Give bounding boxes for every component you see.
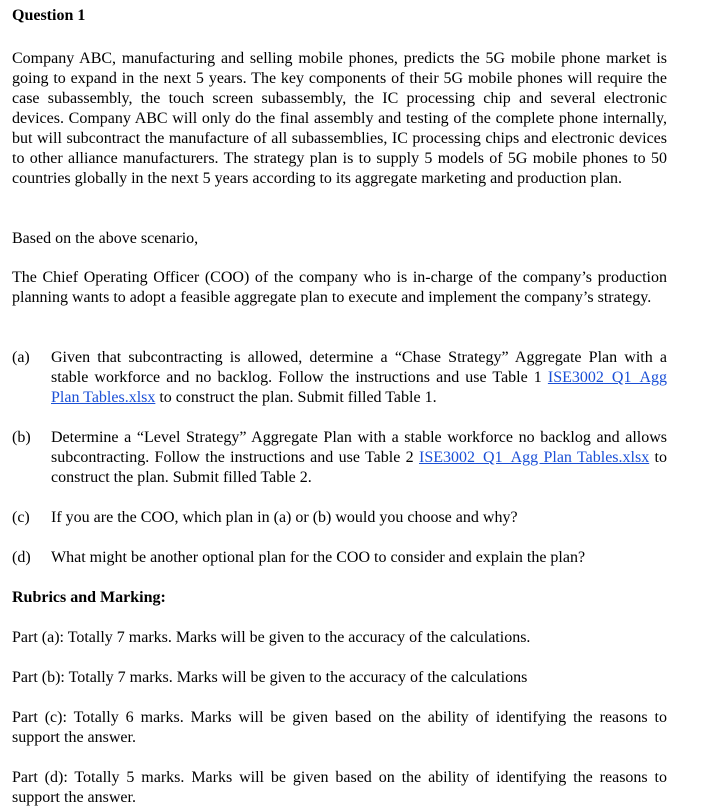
question-item-a	[12, 348, 667, 408]
coo-paragraph: The Chief Operating Officer (COO) of the company who is in-charge of the company’s production planning wants to adopt a feasible aggregate plan to execute and implement the company’s strategy.	[12, 269, 667, 306]
item-marker-c: (c)	[12, 509, 30, 526]
item-b-text-after: to construct the plan. Submit filled Table 2.	[51, 449, 668, 486]
question-item-c	[12, 508, 667, 528]
intro-paragraph: Company ABC, manufacturing and selling mobile phones, predicts the 5G mobile phone market is going to expand in the next 5 years. The key components of their 5G mobile phones will require the case subassembly, the touch screen subassembly, the IC processing chip and several electronic devices. Company ABC will only do the final assembly and testing of the complete phone internally, but will subcontract the manufacture of all subassemblies, IC processing chips and electronic devices to other alliance manufacturers. The strategy plan is to supply 5 models of 5G mobile phones to 50 countries globally in the next 5 years according to its aggregate marketing and production plan.	[12, 50, 667, 187]
item-a-text-after: to construct the plan. Submit filled Table 1.	[155, 389, 437, 406]
rubrics-title: Rubrics and Marking:	[12, 589, 166, 606]
question-title: Question 1	[12, 7, 86, 24]
item-a-text-before: Given that subcontracting is allowed, determine a “Chase Strategy” Aggregate Plan with a stable workforce and no backlog. Follow the instructions and use Table 1	[51, 349, 667, 386]
item-body-d: What might be another optional plan for the COO to consider and explain the plan?	[51, 549, 586, 566]
item-marker-b: (b)	[12, 429, 31, 446]
item-marker-d: (d)	[12, 549, 31, 566]
item-b-text-before: Determine a “Level Strategy” Aggregate Plan with a stable workforce no backlog and allows subcontracting. Follow the instructions and use Table 2	[51, 429, 667, 466]
item-marker-a: (a)	[12, 349, 30, 366]
item-body-a	[51, 348, 667, 408]
rubric-part-c: Part (c): Totally 6 marks. Marks will be given based on the ability of identifying the reasons to support the answer.	[12, 709, 667, 746]
question-item-b	[12, 428, 667, 488]
rubric-part-d: Part (d): Totally 5 marks. Marks will be given based on the ability of identifying the reasons to support the answer.	[12, 769, 667, 806]
question-item-d	[12, 548, 667, 568]
rubric-part-a: Part (a): Totally 7 marks. Marks will be given to the accuracy of the calculations.	[12, 629, 531, 646]
scenario-line: Based on the above scenario,	[12, 230, 199, 247]
item-body-b	[51, 428, 667, 488]
spreadsheet-link-b[interactable]: ISE3002_Q1_Agg Plan Tables.xlsx	[419, 449, 650, 466]
spreadsheet-link-a[interactable]: ISE3002_Q1_Agg Plan Tables.xlsx	[51, 369, 667, 406]
rubric-part-b: Part (b): Totally 7 marks. Marks will be given to the accuracy of the calculations	[12, 669, 528, 686]
item-body-c: If you are the COO, which plan in (a) or (b) would you choose and why?	[51, 509, 518, 526]
